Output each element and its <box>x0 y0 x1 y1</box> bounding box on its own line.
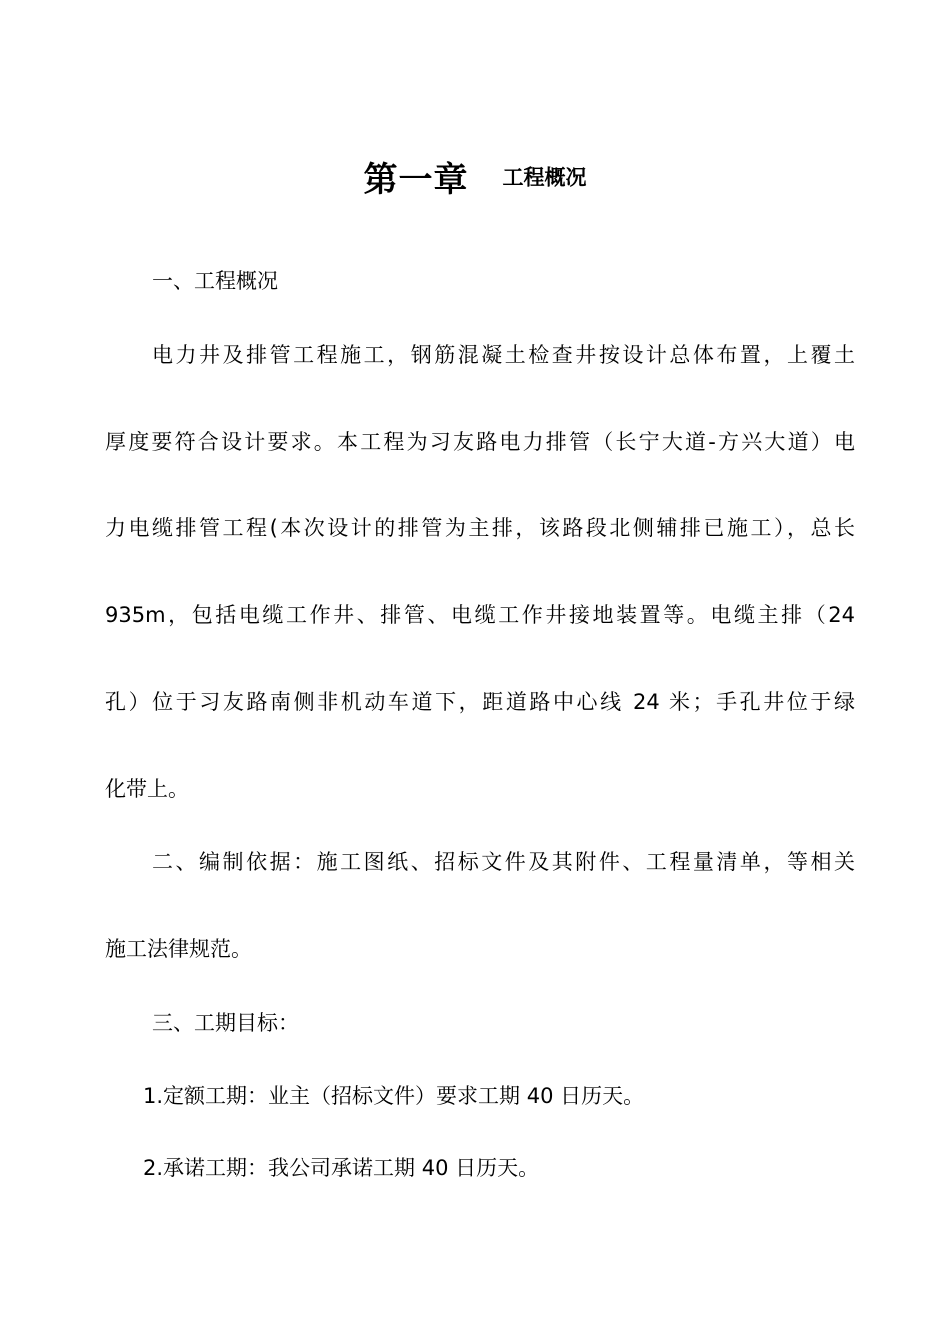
basis-line-1: 二、编制依据：施工图纸、招标文件及其附件、工程量清单，等相关 <box>152 850 855 874</box>
chapter-title <box>0 152 950 201</box>
paragraph-line-5: 孔）位于习友路南侧非机动车道下，距道路中心线 24 米；手孔井位于绿 <box>105 690 855 714</box>
section-heading-overview: 一、工程概况 <box>152 269 278 293</box>
paragraph-line-4: 935m，包括电缆工作井、排管、电缆工作井接地装置等。电缆主排（24 <box>105 603 855 627</box>
paragraph-line-3: 力电缆排管工程(本次设计的排管为主排，该路段北侧辅排已施工），总长 <box>105 516 855 540</box>
chapter-name: 工程概况 <box>502 165 587 190</box>
basis-line-2: 施工法律规范。 <box>105 937 252 961</box>
paragraph-line-2: 厚度要符合设计要求。本工程为习友路电力排管（长宁大道-方兴大道）电 <box>105 430 855 454</box>
schedule-item-quota: 1.定额工期：业主（招标文件）要求工期 40 日历天。 <box>143 1084 645 1108</box>
chapter-number: 第一章 <box>363 160 469 200</box>
schedule-item-committed: 2.承诺工期：我公司承诺工期 40 日历天。 <box>143 1156 540 1180</box>
section-heading-schedule: 三、工期目标： <box>152 1011 299 1035</box>
paragraph-line-1: 电力井及排管工程施工，钢筋混凝土检查井按设计总体布置，上覆土 <box>152 343 855 367</box>
paragraph-line-6: 化带上。 <box>105 777 189 801</box>
